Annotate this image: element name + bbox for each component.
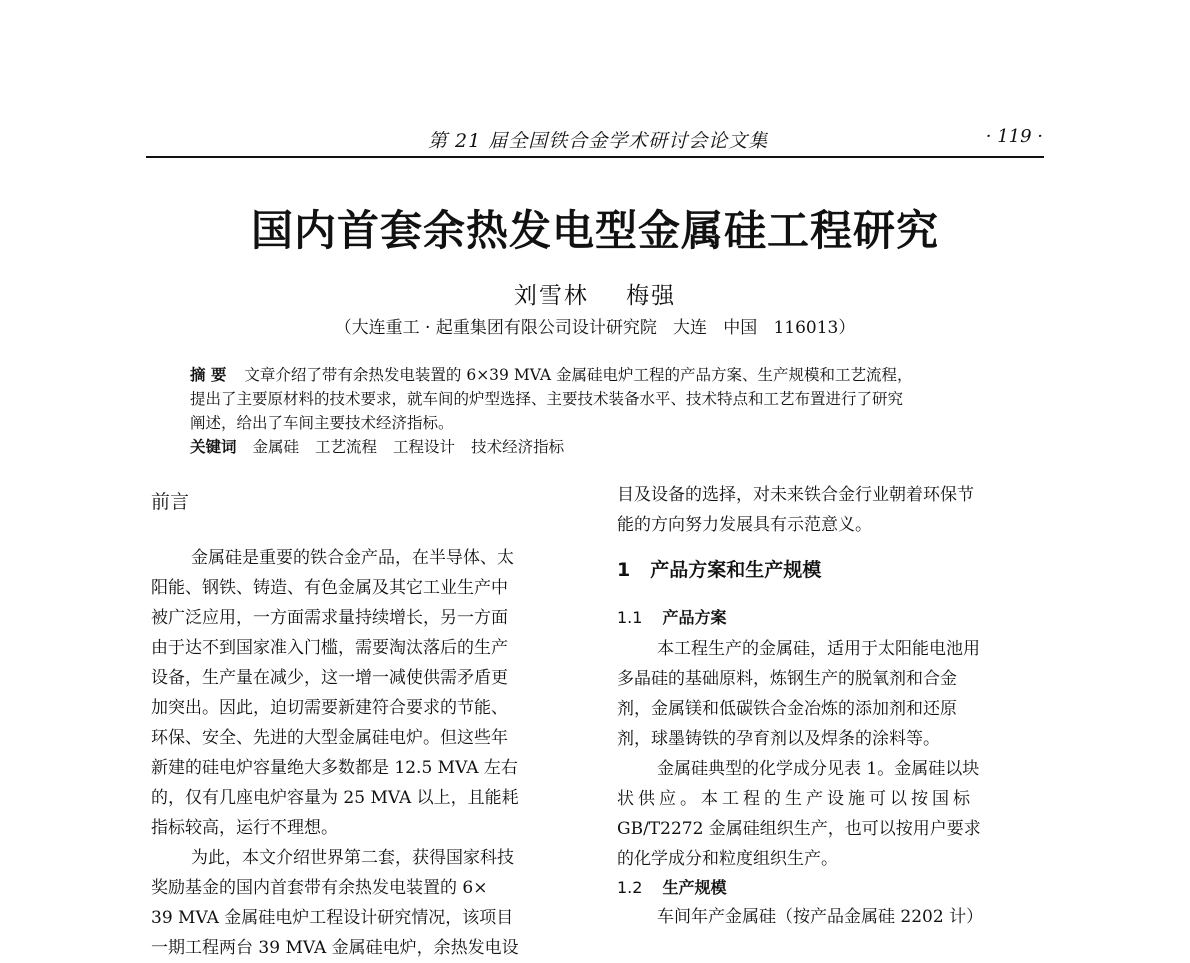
section-number: 1 xyxy=(617,559,631,581)
right-column xyxy=(617,480,1045,932)
body-line: 阳能、钢铁、铸造、有色金属及其它工业生产中 xyxy=(151,578,508,598)
subsection-number: 1.1 xyxy=(617,608,643,627)
left-column xyxy=(151,487,576,963)
body-line: 39 MVA 金属硅电炉工程设计研究情况，该项目 xyxy=(151,908,514,928)
paper-authors: 刘雪林 梅强 xyxy=(513,283,677,309)
body-line: 被广泛应用，一方面需求量持续增长，另一方面 xyxy=(151,608,508,628)
keywords xyxy=(190,435,1030,459)
keyword: 金属硅 xyxy=(252,438,300,456)
abstract xyxy=(190,363,1030,459)
subsection-heading-1-2 xyxy=(617,874,1045,902)
subsection-title: 产品方案 xyxy=(662,608,727,627)
body-line: 奖励基金的国内首套带有余热发电装置的 6× xyxy=(151,878,488,898)
body-line: 设备，生产量在减少，这一增一减使供需矛盾更 xyxy=(151,668,508,688)
body-line: 新建的硅电炉容量绝大多数都是 12.5 MVA 左右 xyxy=(151,758,518,778)
body-line: 金属硅是重要的铁合金产品，在半导体、太 xyxy=(191,548,514,568)
abstract-label: 摘 要 xyxy=(190,365,227,384)
body-line: 车间年产金属硅（按产品金属硅 2202 计） xyxy=(657,907,984,927)
body-line: 多晶硅的基础原料，炼钢生产的脱氧剂和合金 xyxy=(617,669,957,689)
journal-title: 第 21 届全国铁合金学术研讨会论文集 xyxy=(428,130,769,152)
section-heading-preface: 前言 xyxy=(151,491,190,513)
body-line: 指标较高，运行不理想。 xyxy=(151,818,338,838)
body-line: GB/T2272 金属硅组织生产，也可以按用户要求 xyxy=(617,819,981,839)
body-line: 由于达不到国家准入门槛，需要淘汰落后的生产 xyxy=(151,638,508,658)
body-line: 目及设备的选择，对未来铁合金行业朝着环保节 xyxy=(617,485,974,505)
abstract-text: 文章介绍了带有余热发电装置的 6×39 MVA 金属硅电炉工程的产品方案、生产规模和工艺流程， xyxy=(244,366,913,384)
body-line: 本工程生产的金属硅，适用于太阳能电池用 xyxy=(657,639,980,659)
body-line: 剂，球墨铸铁的孕育剂以及焊条的涂料等。 xyxy=(617,729,940,749)
body-line: 环保、安全、先进的大型金属硅电炉。但这些年 xyxy=(151,728,508,748)
abstract-line: 提出了主要原材料的技术要求，就车间的炉型选择、主要技术装备水平、技术特点和工艺布置进行了研究 xyxy=(190,390,904,408)
body-line: 一期工程两台 39 MVA 金属硅电炉，余热发电设 xyxy=(151,938,519,958)
keyword: 工程设计 xyxy=(393,438,456,456)
subsection-number: 1.2 xyxy=(617,878,643,897)
keyword: 技术经济指标 xyxy=(471,438,565,456)
body-line: 状供应。本工程的生产设施可以按国标 xyxy=(617,789,974,809)
page-number: · 119 · xyxy=(985,126,1043,147)
body-line: 金属硅典型的化学成分见表 1。金属硅以块 xyxy=(657,759,980,779)
keyword: 工艺流程 xyxy=(315,438,378,456)
subsection-title: 生产规模 xyxy=(662,878,727,897)
subsection-heading-1-1 xyxy=(617,602,1045,634)
section-heading-1 xyxy=(617,544,1045,596)
abstract-line: 阐述，给出了车间主要技术经济指标。 xyxy=(190,414,454,432)
body-line: 的，仅有几座电炉容量为 25 MVA 以上，且能耗 xyxy=(151,788,519,808)
paper-title: 国内首套余热发电型金属硅工程研究 xyxy=(250,206,939,255)
body-line: 为此，本文介绍世界第二套，获得国家科技 xyxy=(191,848,514,868)
body-line: 的化学成分和粒度组织生产。 xyxy=(617,849,838,869)
header-rule xyxy=(146,156,1044,158)
running-header xyxy=(148,122,1043,152)
section-title: 产品方案和生产规模 xyxy=(650,559,822,581)
body-line: 加突出。因此，迫切需要新建符合要求的节能、 xyxy=(151,698,508,718)
keywords-label: 关键词 xyxy=(190,437,237,456)
body-line: 剂，金属镁和低碳铁合金冶炼的添加剂和还原 xyxy=(617,699,957,719)
body-line: 能的方向努力发展具有示范意义。 xyxy=(617,515,872,535)
paper-affiliation: （大连重工 · 起重集团有限公司设计研究院 大连 中国 116013） xyxy=(334,318,856,338)
abstract-line xyxy=(190,363,1030,387)
